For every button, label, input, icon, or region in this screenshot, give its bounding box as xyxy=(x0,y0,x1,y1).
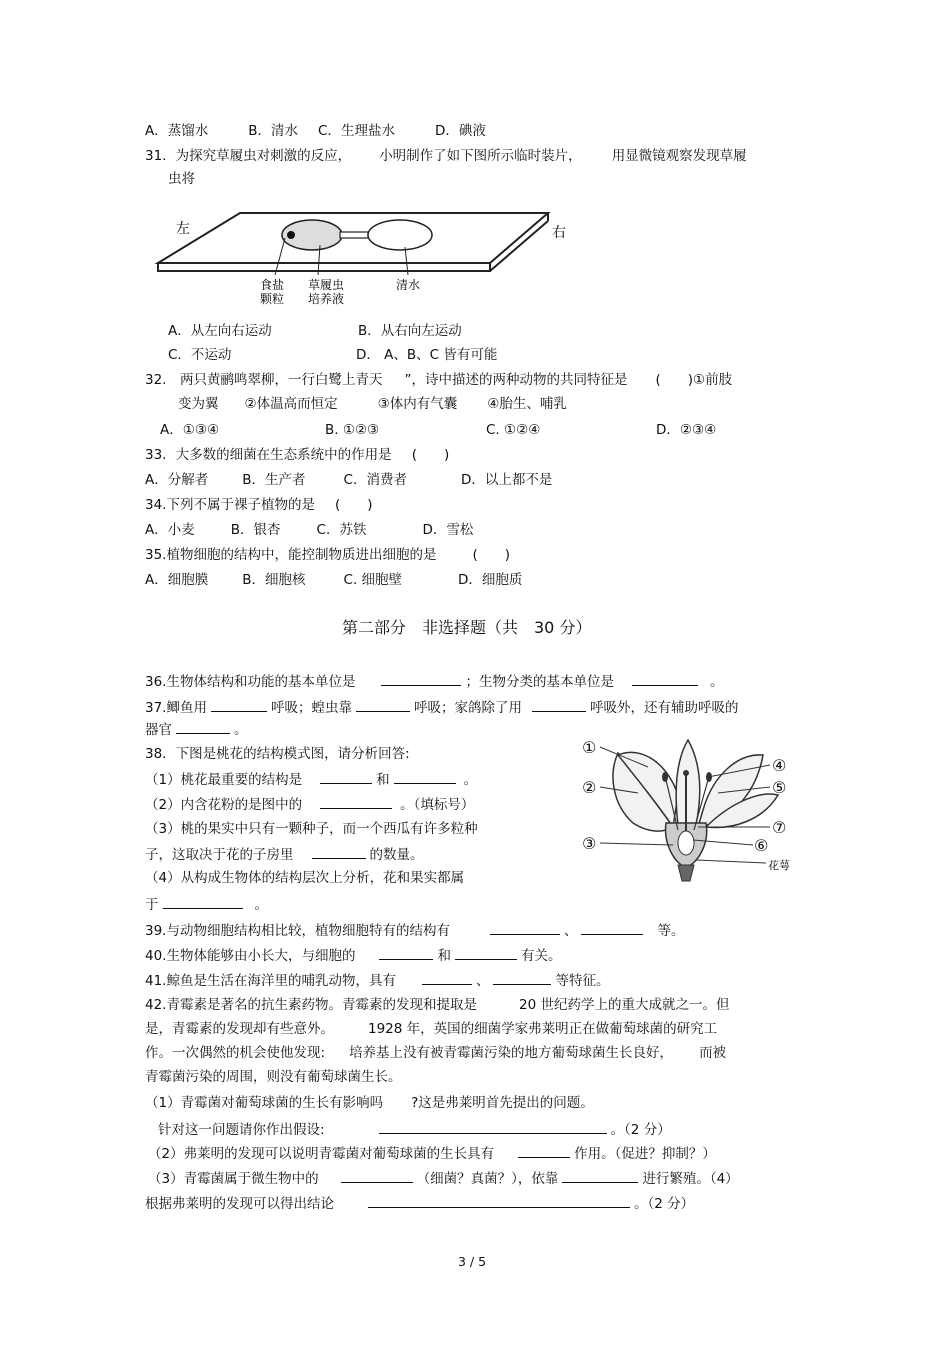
label-5: ⑤ xyxy=(772,778,787,797)
q42-line-2: 是，青霉素的发现却有些意外。 1928 年，英国的细菌学家弗莱明正在做葡萄球菌的研究工 xyxy=(145,1021,718,1037)
q38-stem: 38．下图是桃花的结构模式图，请分析回答: xyxy=(145,746,410,762)
q42-sub1-hypothesis: 针对这一问题请你作出假设: 。（2 分） xyxy=(158,1119,671,1139)
figure-left-label: 左 xyxy=(176,221,190,237)
q42-blank-conclusion[interactable] xyxy=(368,1193,630,1208)
svg-text:颗粒: 颗粒 xyxy=(260,292,285,305)
stigma xyxy=(683,770,689,776)
q32-option-a: A．①③④ xyxy=(160,422,220,438)
page-number: 3 / 5 xyxy=(458,1254,487,1269)
q42-line-1: 42.青霉素是著名的抗生素药物。青霉素的发现和提取是 20 世纪药学上的重大成就之一。但 xyxy=(145,997,730,1013)
q38-blank-5[interactable] xyxy=(163,894,243,909)
svg-text:清水: 清水 xyxy=(396,278,421,292)
q31-option-a: A．从左向右运动 xyxy=(168,323,272,339)
figure-right-label: 右 xyxy=(552,225,566,241)
q33-stem: 33．大多数的细菌在生态系统中的作用是 ( ) xyxy=(145,447,450,463)
q41: 41.鲸鱼是生活在海洋里的哺乳动物，具有 、 等特征。 xyxy=(145,970,609,990)
q36-blank-2[interactable] xyxy=(632,671,698,686)
q42-line-4: 青霉菌污染的周围，则没有葡萄球菌生长。 xyxy=(145,1069,402,1085)
q30-option-b: B．清水 xyxy=(248,123,299,139)
q41-blank-1[interactable] xyxy=(422,970,472,985)
sepal-label: 花萼 xyxy=(768,859,790,872)
q37-cont: 器官 。 xyxy=(145,719,248,739)
q38-blank-3[interactable] xyxy=(320,794,392,809)
q31-option-c: C．不运动 xyxy=(168,347,232,363)
label-7: ⑦ xyxy=(772,818,787,837)
q31-stem-cont: 虫将 xyxy=(168,171,195,187)
q31-option-d: D． A、B、C 皆有可能 xyxy=(356,347,498,363)
q34-stem: 34.下列不属于裸子植物的是 ( ) xyxy=(145,497,373,513)
svg-text:培养液: 培养液 xyxy=(308,292,345,305)
q42-blank-3[interactable] xyxy=(341,1168,413,1183)
label-3: ③ xyxy=(582,834,597,853)
ovule xyxy=(678,831,694,855)
q37: 37.鲫鱼用 呼吸；蝗虫靠 呼吸；家鸽除了用 呼吸外，还有辅助呼吸的 xyxy=(145,697,738,717)
q36: 36.生物体结构和功能的基本单位是 ；生物分类的基本单位是 。 xyxy=(145,671,723,691)
salt-grain xyxy=(287,231,295,239)
q39: 39.与动物细胞结构相比较，植物细胞特有的结构有 、 等。 xyxy=(145,920,684,940)
q42-blank-2[interactable] xyxy=(518,1143,570,1158)
petal-center xyxy=(676,740,700,825)
section2-title: 第二部分 非选择题（共 30 分） xyxy=(342,618,592,637)
q37-blank-2[interactable] xyxy=(356,697,410,712)
label-4: ④ xyxy=(772,756,787,775)
q32-option-c: C. ①②④ xyxy=(486,422,541,438)
q35-options: A．细胞膜 B．细胞核 C. 细胞壁 D．细胞质 xyxy=(145,572,523,588)
q37-blank-1[interactable] xyxy=(211,697,267,712)
q41-blank-2[interactable] xyxy=(493,970,551,985)
q38-blank-1[interactable] xyxy=(320,769,372,784)
label-2: ② xyxy=(582,778,597,797)
q42-blank-4[interactable] xyxy=(562,1168,638,1183)
q38-sub1: （1）桃花最重要的结构是 和 。 xyxy=(145,769,477,789)
q42-sub2: （2）弗莱明的发现可以说明青霉菌对葡萄球菌的生长具有 作用。（促进？抑制？） xyxy=(148,1143,716,1163)
q30-option-a: A．蒸馏水 xyxy=(145,123,209,139)
q32-option-b: B. ①②③ xyxy=(325,422,380,438)
q42-sub4: 根据弗莱明的发现可以得出结论 。（2 分） xyxy=(145,1193,694,1213)
svg-text:食盐: 食盐 xyxy=(260,278,285,292)
q38-blank-2[interactable] xyxy=(394,769,456,784)
label-1: ① xyxy=(582,738,597,757)
q42-sub3: （3）青霉菌属于微生物中的 （细菌？真菌？），依靠 进行繁殖。（4） xyxy=(148,1168,739,1188)
peach-flower-figure xyxy=(578,735,808,885)
q32-stem: 32. 两只黄鹂鸣翠柳，一行白鹭上青天 ”，诗中描述的两种动物的共同特征是 ( )①前肢 xyxy=(145,372,733,388)
q33-options: A．分解者 B．生产者 C．消费者 D．以上都不是 xyxy=(145,472,553,488)
q39-blank-2[interactable] xyxy=(581,920,643,935)
label-6: ⑥ xyxy=(754,836,769,855)
q38-sub2: （2）内含花粉的是图中的 。（填标号） xyxy=(145,794,474,814)
q38-sub3-cont: 子，这取决于花的子房里 的数量。 xyxy=(145,844,424,864)
q36-blank-1[interactable] xyxy=(381,671,461,686)
q38-sub4: （4）从构成生物体的结构层次上分析，花和果实都属 xyxy=(145,870,465,886)
slide-front xyxy=(158,263,490,271)
q30-option-d: D．碘液 xyxy=(434,123,486,139)
svg-text:草履虫: 草履虫 xyxy=(308,278,345,292)
q30-option-c: C．生理盐水 xyxy=(318,123,395,139)
q38-sub3: （3）桃的果实中只有一颗种子，而一个西瓜有许多粒种 xyxy=(145,821,478,837)
q40-blank-1[interactable] xyxy=(379,945,433,960)
q32-option-d: D．②③④ xyxy=(656,422,717,438)
q42-line-3: 作。一次偶然的机会使他发现: 培养基上没有被青霉菌污染的地方葡萄球菌生长良好， 而被 xyxy=(145,1045,727,1061)
q39-blank-1[interactable] xyxy=(490,920,560,935)
q42-blank-hypothesis[interactable] xyxy=(379,1119,607,1134)
q32-items: 变为翼 ②体温高而恒定 ③体内有气囊 ④胎生、哺乳 xyxy=(178,396,567,412)
anther-left xyxy=(662,772,668,782)
water-drop xyxy=(368,220,432,250)
receptacle xyxy=(678,865,694,881)
q38-sub4-cont: 于 。 xyxy=(145,894,268,914)
q40-blank-2[interactable] xyxy=(455,945,517,960)
q34-options: A．小麦 B．银杏 C．苏铁 D．雪松 xyxy=(145,522,474,538)
q40: 40.生物体能够由小长大，与细胞的 和 有关。 xyxy=(145,945,561,965)
q37-blank-4[interactable] xyxy=(176,719,230,734)
q38-blank-4[interactable] xyxy=(312,844,366,859)
paramecium-slide-figure xyxy=(150,205,590,305)
q35-stem: 35.植物细胞的结构中，能控制物质进出细胞的是 ( ) xyxy=(145,547,511,563)
q31-stem: 31．为探究草履虫对刺激的反应， 小明制作了如下图所示临时装片， 用显微镜观察发现草履 xyxy=(145,148,747,164)
q37-blank-3[interactable] xyxy=(532,697,586,712)
q31-option-b: B．从右向左运动 xyxy=(358,323,462,339)
q42-sub1: （1）青霉菌对葡萄球菌的生长有影响吗 ?这是弗莱明首先提出的问题。 xyxy=(145,1095,594,1111)
q30-options xyxy=(145,122,486,140)
